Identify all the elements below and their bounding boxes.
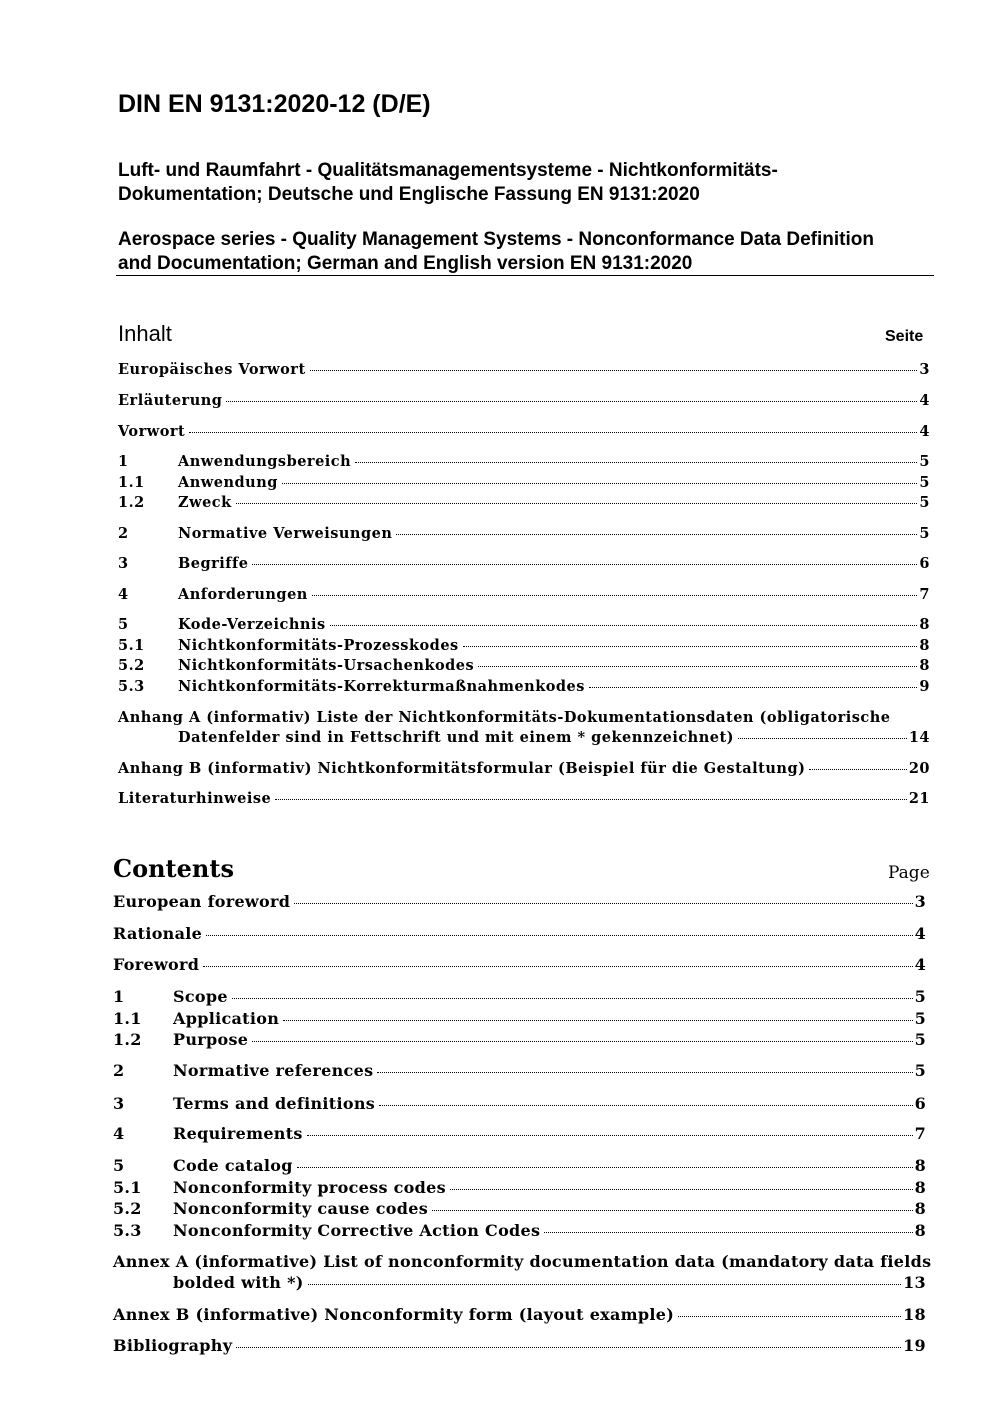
toc-entry[interactable]: 5.3 Nonconformity Corrective Action Codes 8 [113, 1221, 926, 1240]
toc-entry[interactable]: Erläuterung 4 [118, 392, 930, 409]
toc-entry[interactable]: 1 Anwendungsbereich 5 [118, 453, 930, 470]
document-title: DIN EN 9131:2020-12 (D/E) [118, 90, 431, 118]
page-column-label-german: Seite [885, 328, 924, 345]
toc-entry[interactable]: Europäisches Vorwort 3 [118, 361, 930, 378]
toc-entry[interactable]: 1.2 Purpose 5 [113, 1030, 926, 1049]
toc-entry[interactable]: 5.3 Nichtkonformitäts-Korrekturmaßnahmenkodes 9 [118, 678, 930, 695]
toc-entry[interactable]: Foreword 4 [113, 955, 926, 974]
subtitle-english: Aerospace series - Quality Management Systems - Nonconformance Data Definition and Documentation; German and English version EN 9131:2020 [118, 229, 874, 274]
toc-entry[interactable]: 1 Scope 5 [113, 987, 926, 1006]
toc-annex-a-line1[interactable]: Anhang A (informativ) Liste der Nichtkonformitäts-Dokumentationsdaten (obligatorische [118, 709, 891, 726]
toc-heading-german: Inhalt [118, 321, 172, 346]
toc-entry[interactable]: 5.2 Nonconformity cause codes 8 [113, 1199, 926, 1218]
toc-entry[interactable]: European foreword 3 [113, 892, 926, 911]
toc-entry-bibliography[interactable]: Literaturhinweise 21 [118, 790, 930, 807]
toc-entry[interactable]: 1.1 Application 5 [113, 1009, 926, 1028]
toc-entry[interactable]: 3 Terms and definitions 6 [113, 1094, 926, 1113]
toc-entry[interactable]: Rationale 4 [113, 924, 926, 943]
toc-heading-english: Contents [113, 854, 234, 883]
toc-entry-annex-a[interactable]: bolded with *) 13 [173, 1273, 926, 1292]
toc-entry[interactable]: 5.1 Nonconformity process codes 8 [113, 1178, 926, 1197]
title-divider [116, 275, 934, 276]
toc-entry[interactable]: 4 Requirements 7 [113, 1124, 926, 1143]
subtitle-german: Luft- und Raumfahrt - Qualitätsmanagementsysteme - Nichtkonformitäts- Dokumentation; Deutsche und Englische Fassung EN 9131:2020 [118, 160, 778, 205]
toc-entry[interactable]: 2 Normative Verweisungen 5 [118, 525, 930, 542]
toc-entry-annex-b[interactable]: Anhang B (informativ) Nichtkonformitätsformular (Beispiel für die Gestaltung) 20 [118, 760, 930, 777]
toc-entry[interactable]: 1.2 Zweck 5 [118, 494, 930, 511]
toc-entry[interactable]: 4 Anforderungen 7 [118, 586, 930, 603]
toc-entry[interactable]: 5.1 Nichtkonformitäts-Prozesskodes 8 [118, 637, 930, 654]
toc-entry[interactable]: 5 Code catalog 8 [113, 1156, 926, 1175]
toc-entry[interactable]: 5.2 Nichtkonformitäts-Ursachenkodes 8 [118, 657, 930, 674]
toc-entry[interactable]: 3 Begriffe 6 [118, 555, 930, 572]
toc-entry[interactable]: 1.1 Anwendung 5 [118, 474, 930, 491]
toc-entry[interactable]: 5 Kode-Verzeichnis 8 [118, 616, 930, 633]
toc-entry[interactable]: 2 Normative references 5 [113, 1061, 926, 1080]
toc-entry-annex-a[interactable]: Datenfelder sind in Fettschrift und mit einem * gekennzeichnet) 14 [178, 729, 930, 746]
toc-annex-a-line1[interactable]: Annex A (informative) List of nonconformity documentation data (mandatory data fields [113, 1252, 932, 1271]
toc-entry-annex-b[interactable]: Annex B (informative) Nonconformity form (layout example) 18 [113, 1305, 926, 1324]
toc-entry-bibliography[interactable]: Bibliography 19 [113, 1336, 926, 1355]
toc-entry[interactable]: Vorwort 4 [118, 423, 930, 440]
page-column-label-english: Page [888, 863, 930, 883]
